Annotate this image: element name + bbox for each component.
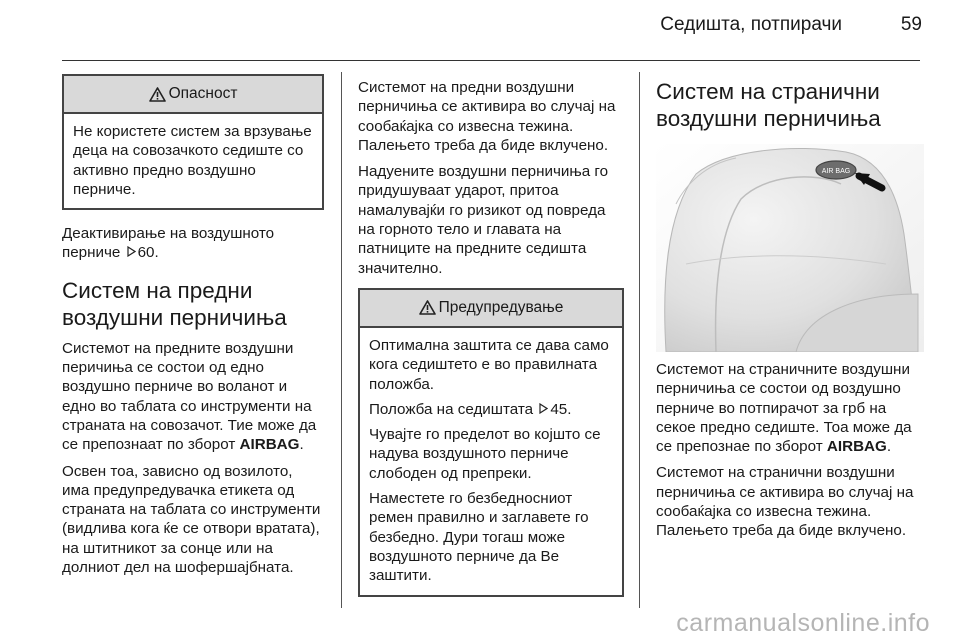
seat-position-reference[interactable]: Положба на седиштата 45. [369,400,572,418]
danger-title: Опасност [168,85,238,103]
warning-box [358,288,624,597]
side-airbag-paragraph: Системот на страничните воздушни перничиња се состои од воздушно перниче во потпирачот за грб на секое предно седиште. Тоа може да се препознае по зборот AIRBAG. [656,361,912,456]
danger-box-header [64,76,322,114]
side-activation-paragraph: Системот на странични воздушни перничиња се активира во случај на сообаќајка со извесна тежина. Палењето треба да биде вклучено. [656,464,914,540]
page-reference-arrow-icon [127,246,136,257]
label-location-paragraph: Освен тоа, зависно од возилото, има предупредувачка етикета од страната на таблата со инструменти (видлива кога ќе се отвори вратата), на штитникот за сонце или на долниот дел на шофершајбната. [62,462,321,577]
column-divider [341,72,342,608]
seat-airbag-illustration [656,144,924,352]
airbag-keyword: AIRBAG [239,436,300,454]
column-middle [358,78,624,611]
front-airbag-paragraph: Системот на предните воздушни перичиња се состои од едно воздушно перниче во воланот и едно во таблата со инструменти на страната на совозачот. Тие може да се препознаат по зборот AIRBAG. [62,339,317,454]
activation-paragraph: Системот на предни воздушни перничиња се активира во случај на сообаќајка со извесна тежина. Палењето треба да биде вклучено. [358,79,616,154]
danger-box [62,74,324,210]
danger-text: Не користете систем за врзување деца на совозачкото седиште со активно предно воздушно перниче. [73,123,312,198]
deactivation-reference[interactable] [62,224,324,263]
warning-box-header [360,290,622,328]
watermark: carmanualsonline.info [676,609,930,637]
column-left [62,74,324,584]
warning-text-clear: Чувајте го пределот во којшто се надува воздушното перниче слободен од препреки. [369,426,601,482]
column-divider [639,72,640,608]
warning-triangle-icon [149,87,166,102]
warning-triangle-icon [419,300,436,315]
seat-illustration [656,144,924,352]
front-airbag-heading: Систем на предни воздушни перничиња [62,277,287,330]
side-airbag-heading: Систем на странични воздушни перничиња [656,79,881,131]
header-title: Седишта, потпирачи [660,14,842,35]
airbag-keyword: AIRBAG [826,438,887,456]
deactivation-page: 60. [137,244,159,262]
page-reference-arrow-icon [539,403,548,414]
deactivation-text: Деактивирање на воздушното перниче [62,225,275,262]
page-number: 59 [900,14,922,35]
inflation-paragraph: Надуените воздушни перничиња го придушуваат ударот, притоа намалувајќи го ризикот од повреда на горното тело и главата на патниците на предните седишта значително. [358,163,609,277]
warning-text-belt: Наместете го безбедносниот ремен правилно и заглавете го безбедно. Дури тогаш може воздушното перниче да Ве заштити. [369,490,589,585]
header-divider [62,60,920,61]
warning-text-seat: Оптимална заштита се дава само кога седиштето е во правилната положба. [369,336,609,393]
column-right [656,74,924,548]
warning-title: Предупредување [438,299,564,317]
airbag-badge-text: AIR BAG [821,168,851,175]
